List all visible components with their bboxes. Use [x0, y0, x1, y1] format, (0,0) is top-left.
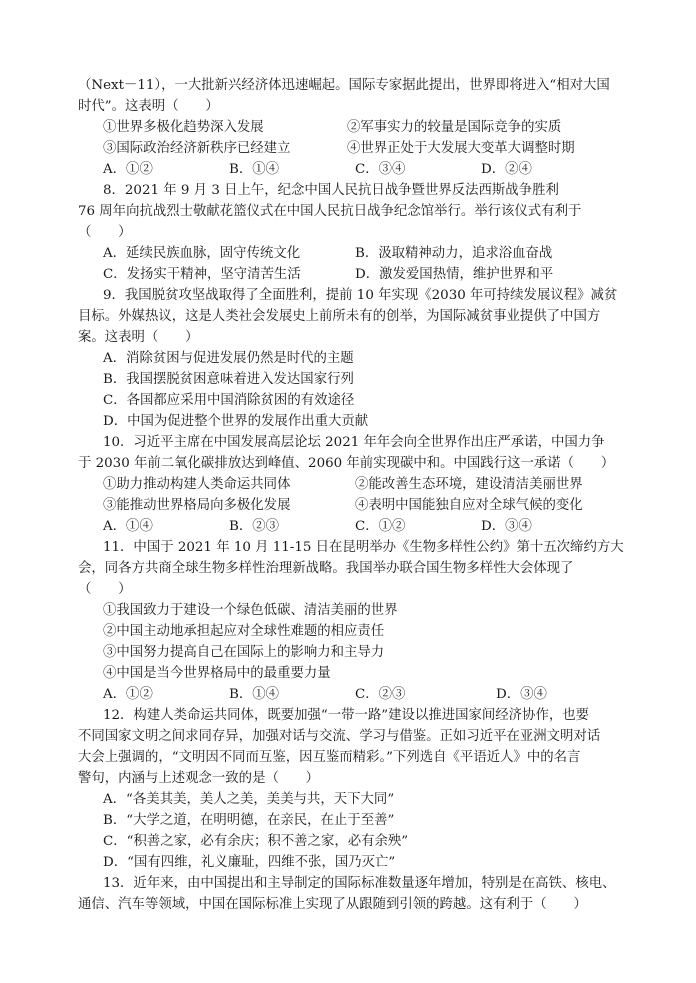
q11-option-a: A．①②: [103, 687, 153, 702]
q10-item-2: ②能改善生态环境，建设清洁美丽世界: [355, 477, 583, 492]
q12-option-a: A．“各美其美，美人之美，美美与共，天下大同”: [103, 792, 395, 807]
q10-item-1: ①助力推动构建人类命运共同体: [103, 477, 291, 492]
q9-stem-line-1: 9．我国脱贫攻坚战取得了全面胜利，提前 10 年实现《2030 年可持续发展议程》减贫: [103, 288, 618, 303]
q10-stem-line-2: 于 2030 年前二氧化碳排放达到峰值、2060 年前实现碳中和。中国践行这一承诺（ ）: [78, 456, 615, 471]
q13-stem-line-1: 13．近年来，由中国提出和主导制定的国际标准数量逐年增加，特别是在高铁、核电、: [103, 876, 616, 891]
q10-item-4: ④表明中国能独自应对全球气候的变化: [355, 498, 583, 513]
q12-stem-line-3: 大会上强调的，“文明因不同而互鉴，因互鉴而精彩。”下列选自《平语近人》中的名言: [78, 750, 581, 765]
q7-option-b: B．①④: [229, 162, 280, 177]
q11-item-1: ①我国致力于建设一个绿色低碳、清洁美丽的世界: [103, 603, 398, 618]
q8-stem-line-3: （ ）: [78, 225, 132, 240]
q7-option-d: D．②④: [481, 162, 532, 177]
q12-option-b: B．“大学之道，在明明德，在亲民，在止于至善”: [103, 813, 395, 828]
q7-option-a: A．①②: [103, 162, 153, 177]
q11-item-4: ④中国是当今世界格局中的最重要力量: [103, 666, 331, 681]
q10-item-3: ③能推动世界格局向多极化发展: [103, 498, 291, 513]
q9-option-a: A．消除贫困与促进发展仍然是时代的主题: [103, 351, 354, 366]
q11-option-d: D．③④: [496, 687, 547, 702]
q11-option-b: B．①④: [229, 687, 280, 702]
q11-option-c: C．②③: [355, 687, 406, 702]
q11-item-3: ③中国努力提高自己在国际上的影响力和主导力: [103, 645, 385, 660]
q10-option-b: B．②③: [229, 519, 280, 534]
q9-stem-line-2: 目标。外媒热议，这是人类社会发展史上前所未有的创举，为国际减贫事业提供了中国方: [78, 309, 601, 324]
q7-item-1: ①世界多极化趋势深入发展: [103, 120, 264, 135]
q8-option-a: A．延续民族血脉，固守传统文化: [103, 246, 301, 261]
q7-item-3: ③国际政治经济新秩序已经建立: [103, 141, 291, 156]
q11-stem-line-3: （ ）: [78, 582, 132, 597]
q9-option-b: B．我国摆脱贫困意味着进入发达国家行列: [103, 372, 354, 387]
q8-stem-line-1: 8．2021 年 9 月 3 日上午，纪念中国人民抗日战争暨世界反法西斯战争胜利: [103, 183, 559, 198]
q10-stem-line-1: 10．习近平主席在中国发展高层论坛 2021 年年会向全世界作出庄严承诺，中国力争: [103, 435, 605, 450]
q9-option-c: C．各国都应采用中国消除贫困的有效途径: [103, 393, 355, 408]
q11-stem-line-2: 会，同各方共商全球生物多样性治理新战略。我国举办联合国生物多样性大会体现了: [78, 561, 574, 576]
q12-stem-line-2: 不同国家文明之间求同存异，加强对话与交流、学习与借鉴。正如习近平在亚洲文明对话: [78, 729, 601, 744]
q8-stem-line-2: 76 周年向抗战烈士敬献花篮仪式在中国人民抗日战争纪念馆举行。举行该仪式有利于: [78, 204, 582, 219]
q8-option-d: D．激发爱国热情，维护世界和平: [355, 267, 554, 282]
q10-option-a: A．①④: [103, 519, 153, 534]
q10-option-c: C．①②: [355, 519, 406, 534]
q8-option-c: C．发扬实干精神，坚守清苦生活: [103, 267, 301, 282]
q7-stem-line-2: 时代”。这表明（ ）: [78, 99, 219, 114]
q10-option-d: D．③④: [481, 519, 532, 534]
q7-option-c: C．③④: [355, 162, 406, 177]
q7-stem-line-1: （Next－11），一大批新兴经济体迅速崛起。国际专家据此提出，世界即将进入“相对大国: [78, 78, 610, 93]
q12-stem-line-1: 12．构建人类命运共同体，既要加强“一带一路”建设以推进国家间经济协作，也要: [103, 708, 590, 723]
q9-stem-line-3: 案。这表明（ ）: [78, 330, 199, 345]
q7-item-4: ④世界正处于大发展大变革大调整时期: [347, 141, 575, 156]
q12-option-d: D．“国有四维，礼义廉耻，四维不张，国乃灭亡”: [103, 855, 396, 870]
q8-option-b: B．汲取精神动力，追求浴血奋战: [355, 246, 553, 261]
q12-stem-line-4: 警句，内涵与上述观念一致的是（ ）: [78, 771, 320, 786]
q7-item-2: ②军事实力的较量是国际竞争的实质: [347, 120, 562, 135]
q11-stem-line-1: 11．中国于 2021 年 10 月 11-15 日在昆明举办《生物多样性公约》第十五次缔约方大: [103, 540, 624, 555]
q13-stem-line-2: 通信、汽车等领域，中国在国际标准上实现了从跟随到引领的跨越。这有利于（ ）: [78, 897, 587, 912]
q12-option-c: C．“积善之家，必有余庆；积不善之家，必有余殃”: [103, 834, 409, 849]
q9-option-d: D．中国为促进整个世界的发展作出重大贡献: [103, 414, 369, 429]
q11-item-2: ②中国主动地承担起应对全球性难题的相应责任: [103, 624, 385, 639]
